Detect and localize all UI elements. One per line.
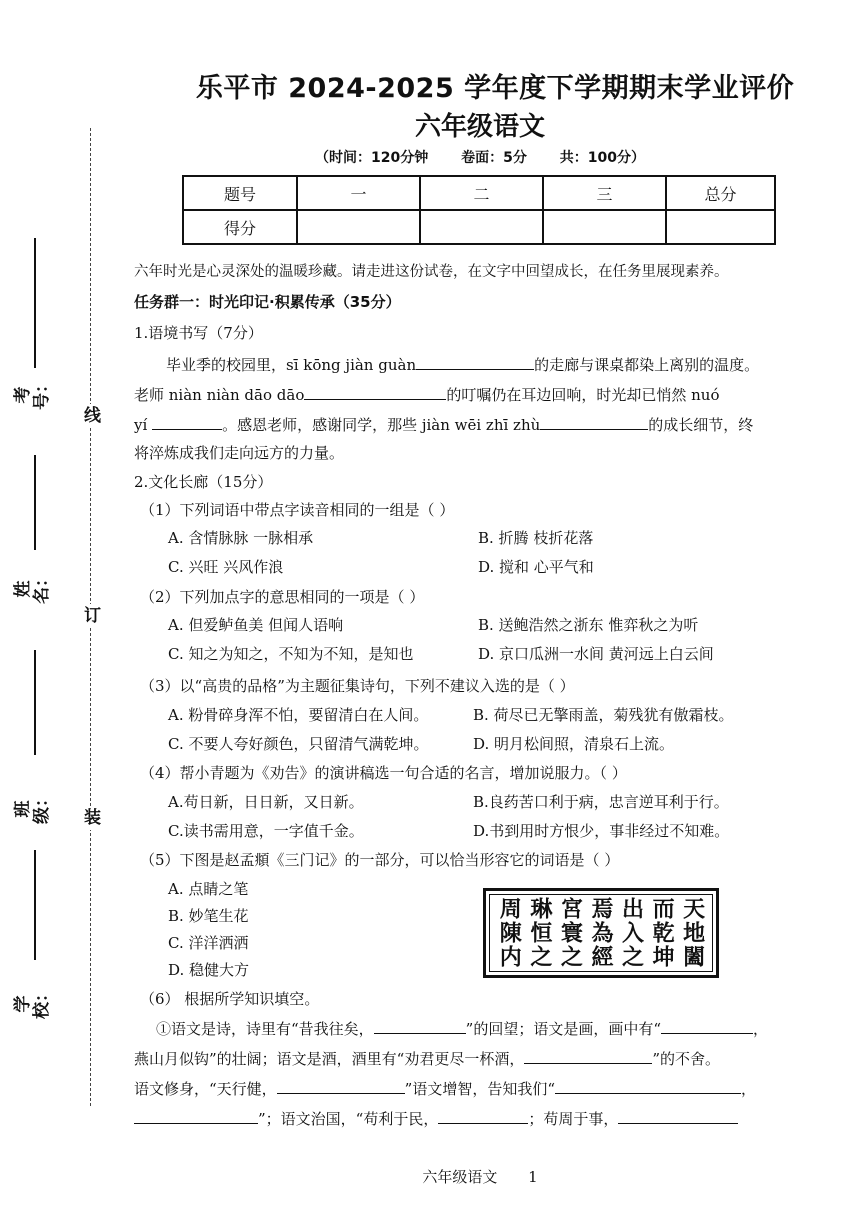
score-cell: 总分 xyxy=(666,176,775,210)
q2-6-line-2 xyxy=(134,1047,834,1069)
xingming-label: 姓名： xyxy=(13,570,52,604)
exam-subtitle: 六年级语文 xyxy=(414,112,545,142)
score-cell: 二 xyxy=(420,176,543,210)
q2-4-option-a[interactable]: A.苟日新，日日新，又日新。 xyxy=(168,793,364,811)
q2-6-text: 语文修身，“天行健， xyxy=(134,1080,277,1098)
q2-2-option-b[interactable]: B. 送鲍浩然之浙东 惟弈秋之为听 xyxy=(478,616,699,634)
calligraphy-column: 出入之 xyxy=(618,897,645,969)
answer-blank[interactable] xyxy=(304,383,446,400)
calligraphy-column: 琳恒之 xyxy=(526,897,553,969)
calligraphy-column: 天地闔 xyxy=(679,897,706,969)
exam-total: 共：100分） xyxy=(559,150,645,166)
q2-5-stem: （5）下图是赵孟頫《三门记》的一部分，可以恰当形容它的词语是（ ） xyxy=(140,851,620,869)
calligraphy-column: 焉為經 xyxy=(587,897,614,969)
q2-4-option-c[interactable]: C.读书需用意，一字值千金。 xyxy=(168,822,364,840)
q2-1-option-d[interactable]: D. 搅和 心平气和 xyxy=(478,558,594,576)
q1-title: 1.语境书写（7分） xyxy=(134,324,263,342)
q1-line-2 xyxy=(134,383,834,405)
banji-label: 班级： xyxy=(13,790,52,824)
answer-blank[interactable] xyxy=(374,1017,466,1034)
binding-mark-xian: 线 xyxy=(84,406,101,426)
q2-2-option-a[interactable]: A. 但爱鲈鱼美 但闻人语响 xyxy=(168,616,344,634)
q2-6-stem: （6） 根据所学知识填空。 xyxy=(140,990,320,1008)
footer-subject: 六年级语文 xyxy=(422,1168,498,1186)
q1-text: 老师 niàn niàn dāo dāo xyxy=(134,386,305,404)
score-cell: 得分 xyxy=(183,210,297,244)
answer-blank[interactable] xyxy=(540,413,648,430)
section-1-heading: 任务群一：时光印记·积累传承（35分） xyxy=(134,293,401,311)
score-table-header-row xyxy=(183,176,775,210)
binding-mark-ding: 订 xyxy=(84,606,101,626)
q1-line-4: 将淬炼成我们走向远方的力量。 xyxy=(134,444,345,462)
calligraphy-image xyxy=(483,888,719,978)
xuexiao-write-line[interactable] xyxy=(34,850,36,960)
exam-neatness: 卷面：5分 xyxy=(461,150,527,166)
q2-5-option-b[interactable]: B. 妙笔生花 xyxy=(168,907,249,925)
score-cell: 三 xyxy=(543,176,666,210)
exam-meta xyxy=(0,147,860,167)
score-input-cell[interactable] xyxy=(666,210,775,244)
answer-blank[interactable] xyxy=(438,1107,528,1124)
q2-5-option-a[interactable]: A. 点睛之笔 xyxy=(168,880,249,898)
q2-6-text: ”；语文治国，“苟利于民， xyxy=(258,1110,439,1128)
intro-text: 六年时光是心灵深处的温暖珍藏。请走进这份试卷，在文字中回望成长，在任务里展现素养。 xyxy=(134,264,729,280)
q2-2-option-d[interactable]: D. 京口瓜洲一水间 黄河远上白云间 xyxy=(478,645,714,663)
q2-6-text: ”的不舍。 xyxy=(652,1050,721,1068)
calligraphy-column: 宮寰之 xyxy=(557,897,584,969)
q2-5-option-c[interactable]: C. 洋洋洒洒 xyxy=(168,934,249,952)
q1-text: 毕业季的校园里，sī kōng jiàn guàn xyxy=(166,356,417,374)
q2-6-line-4 xyxy=(134,1107,834,1129)
q1-line-3 xyxy=(134,413,834,435)
q2-3-stem: （3）以“高贵的品格”为主题征集诗句，下列不建议入选的是（ ） xyxy=(140,677,575,695)
score-input-cell[interactable] xyxy=(297,210,420,244)
binding-mark-zhuang: 装 xyxy=(84,808,101,828)
kaohao-label: 考号： xyxy=(13,376,52,410)
answer-blank[interactable] xyxy=(134,1107,258,1124)
calligraphy-column: 而乾坤 xyxy=(649,897,676,969)
q2-6-text: ， xyxy=(741,1080,757,1098)
q1-text: 的叮嘱仍在耳边回响，时光却已悄然 nuó xyxy=(446,386,720,404)
score-table-score-row xyxy=(183,210,775,244)
q2-6-text: ；苟周于事， xyxy=(528,1110,619,1128)
score-cell: 题号 xyxy=(183,176,297,210)
q2-3-option-c[interactable]: C. 不要人夸好颜色，只留清气满乾坤。 xyxy=(168,735,429,753)
q1-text: 的走廊与课桌都染上离别的温度。 xyxy=(534,356,760,374)
q2-2-option-c[interactable]: C. 知之为知之，不知为不知，是知也 xyxy=(168,645,414,663)
kaohao-line[interactable] xyxy=(34,238,36,368)
q1-text: 的成长细节，终 xyxy=(648,416,754,434)
q1-line-1 xyxy=(166,353,860,375)
q2-6-text: 燕山月似钩”的壮阔；语文是酒，酒里有“劝君更尽一杯酒， xyxy=(134,1050,525,1068)
q2-6-text: ①语文是诗，诗里有“昔我往矣， xyxy=(156,1020,374,1038)
answer-blank[interactable] xyxy=(555,1077,741,1094)
answer-blank[interactable] xyxy=(661,1017,753,1034)
calligraphy-column: 周陳内 xyxy=(496,897,523,969)
score-input-cell[interactable] xyxy=(543,210,666,244)
q2-2-stem: （2）下列加点字的意思相同的一项是（ ） xyxy=(140,588,425,606)
answer-blank[interactable] xyxy=(152,413,222,430)
q2-3-option-d[interactable]: D. 明月松间照，清泉石上流。 xyxy=(473,735,675,753)
q2-1-option-a[interactable]: A. 含情脉脉 一脉相承 xyxy=(168,529,314,547)
score-input-cell[interactable] xyxy=(420,210,543,244)
q2-6-text: ， xyxy=(753,1020,769,1038)
q2-1-option-c[interactable]: C. 兴旺 兴风作浪 xyxy=(168,558,284,576)
page-number: 1 xyxy=(528,1168,538,1186)
xingming-write-line[interactable] xyxy=(34,455,36,550)
q2-6-line-3 xyxy=(134,1077,834,1099)
score-table xyxy=(182,175,776,245)
q1-text: yí xyxy=(134,416,148,434)
q2-title: 2.文化长廊（15分） xyxy=(134,473,273,491)
q2-3-option-b[interactable]: B. 荷尽已无擎雨盖，菊残犹有傲霜枝。 xyxy=(473,706,734,724)
q1-text: 。感恩老师，感谢同学，那些 jiàn wēi zhī zhù xyxy=(222,416,541,434)
q2-6-line-1 xyxy=(156,1017,856,1039)
answer-blank[interactable] xyxy=(277,1077,405,1094)
answer-blank[interactable] xyxy=(618,1107,738,1124)
q2-5-option-d[interactable]: D. 稳健大方 xyxy=(168,961,250,979)
q2-6-text: ”语文增智，告知我们“ xyxy=(404,1080,556,1098)
q2-4-stem: （4）帮小青题为《劝告》的演讲稿选一句合适的名言，增加说服力。（ ） xyxy=(140,764,627,782)
q2-4-option-b[interactable]: B.良药苦口利于病，忠言逆耳利于行。 xyxy=(473,793,729,811)
q2-4-option-d[interactable]: D.书到用时方恨少，事非经过不知难。 xyxy=(473,822,730,840)
calligraphy-frame xyxy=(489,894,713,972)
q2-3-option-a[interactable]: A. 粉骨碎身浑不怕，要留清白在人间。 xyxy=(168,706,429,724)
exam-title: 乐平市 2024-2025 学年度下学期期末学业评价 xyxy=(195,73,795,104)
q2-1-stem: （1）下列词语中带点字读音相同的一组是（ ） xyxy=(140,501,455,519)
exam-time: （时间：120分钟 xyxy=(315,150,429,166)
q2-6-text: ”的回望；语文是画，画中有“ xyxy=(465,1020,662,1038)
xuexiao-label: 学校： xyxy=(13,985,52,1019)
page-footer xyxy=(0,1166,860,1187)
answer-blank[interactable] xyxy=(416,353,534,370)
score-cell: 一 xyxy=(297,176,420,210)
q2-1-option-b[interactable]: B. 折腾 枝折花落 xyxy=(478,529,594,547)
banji-write-line[interactable] xyxy=(34,650,36,755)
answer-blank[interactable] xyxy=(524,1047,652,1064)
